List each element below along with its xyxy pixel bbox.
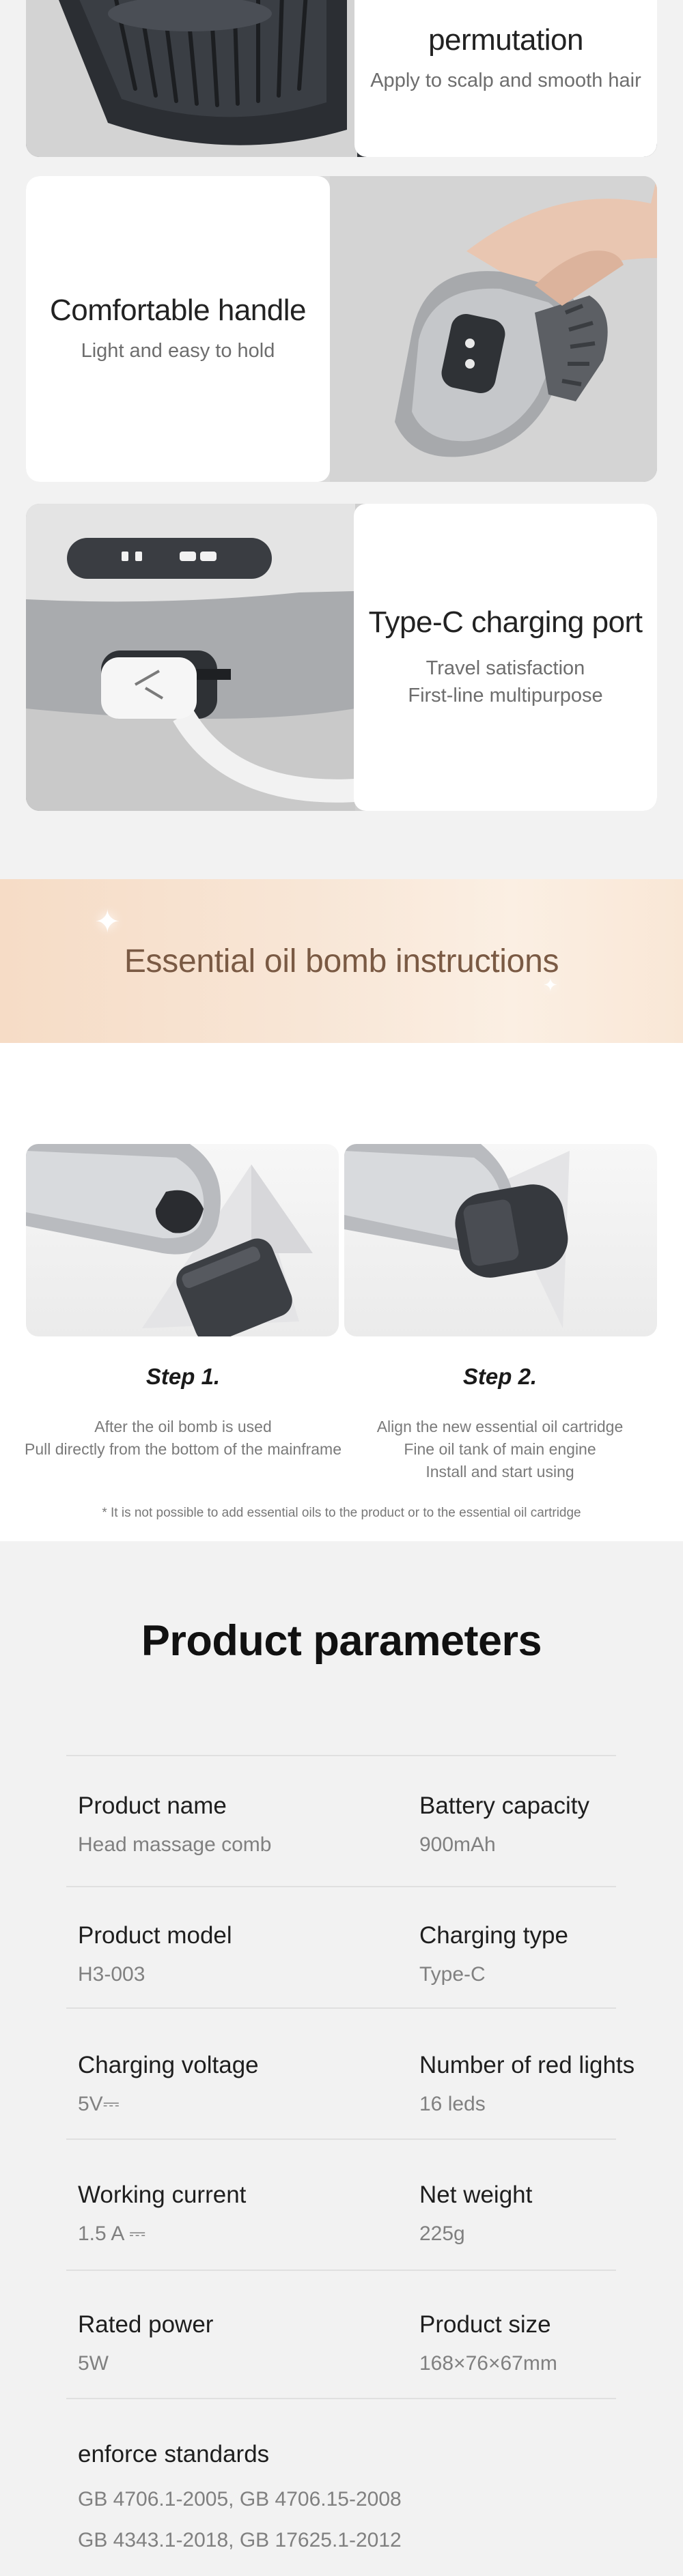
param-product-model bbox=[78, 1922, 232, 1986]
param-net-weight bbox=[419, 2181, 532, 2246]
feature-title: Comfortable handle bbox=[49, 294, 306, 327]
param-enforce-standards bbox=[78, 2441, 402, 2561]
param-value: 1.5 A ⎓ bbox=[78, 2222, 146, 2245]
type-c-port-photo bbox=[26, 504, 355, 811]
step-1-text bbox=[23, 1364, 344, 1461]
param-label: Charging type bbox=[419, 1922, 568, 1949]
sparkle-icon: ✦ bbox=[543, 975, 558, 995]
param-value: 225g bbox=[419, 2222, 465, 2245]
divider bbox=[66, 1886, 616, 1887]
param-label: Charging voltage bbox=[78, 2052, 259, 2078]
divider bbox=[66, 2270, 616, 2271]
feature-card-handle bbox=[26, 176, 657, 482]
comb-bristles-photo bbox=[26, 0, 357, 157]
feature-title: Type-C charging port bbox=[368, 605, 643, 639]
param-value: H3-003 bbox=[78, 1963, 145, 1986]
param-battery-capacity bbox=[419, 1792, 589, 1857]
param-rated-power bbox=[78, 2311, 213, 2375]
feature-subtitle: Light and easy to hold bbox=[81, 340, 275, 362]
step-title: Step 2. bbox=[462, 1364, 538, 1389]
divider bbox=[66, 2007, 616, 2009]
divider bbox=[66, 2398, 616, 2399]
step-line: Pull directly from the bottom of the mainframe bbox=[24, 1440, 342, 1458]
param-value: 16 leds bbox=[419, 2093, 486, 2115]
feature-card-permutation bbox=[26, 0, 657, 157]
step-line: Align the new essential oil cartridge bbox=[376, 1418, 624, 1435]
feature-text-panel bbox=[354, 0, 657, 157]
banner-title: Essential oil bomb instructions bbox=[124, 943, 559, 979]
feature-subtitle bbox=[408, 655, 602, 709]
step-description bbox=[339, 1416, 660, 1483]
param-value: Type-C bbox=[419, 1963, 486, 1986]
feature-line: First-line multipurpose bbox=[408, 685, 603, 706]
param-value: 900mAh bbox=[419, 1833, 496, 1856]
steps-section bbox=[0, 1043, 683, 1541]
feature-text-panel bbox=[354, 504, 657, 811]
sparkle-icon: ✦ bbox=[94, 904, 121, 939]
param-charging-type bbox=[419, 1922, 568, 1986]
param-value: 5V⎓ bbox=[78, 2093, 120, 2115]
param-value: 168×76×67mm bbox=[419, 2352, 557, 2375]
feature-subtitle: Apply to scalp and smooth hair bbox=[370, 70, 641, 91]
step-2-text bbox=[339, 1364, 660, 1483]
step-description bbox=[23, 1416, 344, 1461]
parameters-title: Product parameters bbox=[141, 1617, 542, 1665]
param-label: Battery capacity bbox=[419, 1792, 589, 1819]
param-label: Product model bbox=[78, 1922, 232, 1949]
param-value: 5W bbox=[78, 2352, 109, 2375]
step-2-image bbox=[344, 1144, 657, 1336]
step-1-image bbox=[26, 1144, 339, 1336]
features-section bbox=[0, 0, 683, 879]
steps-footnote: * It is not possible to add essential oils to the product or to the essential oil cartridge bbox=[102, 1506, 581, 1520]
param-red-lights bbox=[419, 2052, 635, 2116]
param-label: Product name bbox=[78, 1792, 227, 1819]
param-working-current bbox=[78, 2181, 246, 2246]
step-line: Fine oil tank of main engine bbox=[404, 1440, 596, 1458]
param-value: Head massage comb bbox=[78, 1833, 272, 1856]
param-label: Number of red lights bbox=[419, 2052, 635, 2078]
param-label: enforce standards bbox=[78, 2441, 270, 2467]
param-product-name bbox=[78, 1792, 271, 1857]
param-charging-voltage bbox=[78, 2052, 259, 2116]
hand-holding-device-photo bbox=[330, 176, 657, 482]
step-line: After the oil bomb is used bbox=[94, 1418, 272, 1435]
divider bbox=[66, 1755, 616, 1756]
feature-title: permutation bbox=[428, 23, 583, 57]
step-line: Install and start using bbox=[426, 1463, 574, 1480]
param-value bbox=[78, 2479, 402, 2561]
standard-line: GB 4343.1-2018, GB 17625.1-2012 bbox=[78, 2529, 402, 2551]
param-label: Product size bbox=[419, 2311, 551, 2338]
feature-card-typec bbox=[26, 504, 657, 811]
parameters-section bbox=[0, 1541, 683, 2576]
param-product-size bbox=[419, 2311, 557, 2375]
standard-line: GB 4706.1-2005, GB 4706.15-2008 bbox=[78, 2488, 402, 2510]
param-label: Working current bbox=[78, 2181, 247, 2208]
feature-text-panel bbox=[26, 176, 330, 482]
feature-line: Travel satisfaction bbox=[426, 657, 585, 679]
param-label: Net weight bbox=[419, 2181, 533, 2208]
step-title: Step 1. bbox=[145, 1364, 221, 1389]
oil-instructions-banner bbox=[0, 879, 683, 1043]
divider bbox=[66, 2138, 616, 2140]
param-label: Rated power bbox=[78, 2311, 214, 2338]
